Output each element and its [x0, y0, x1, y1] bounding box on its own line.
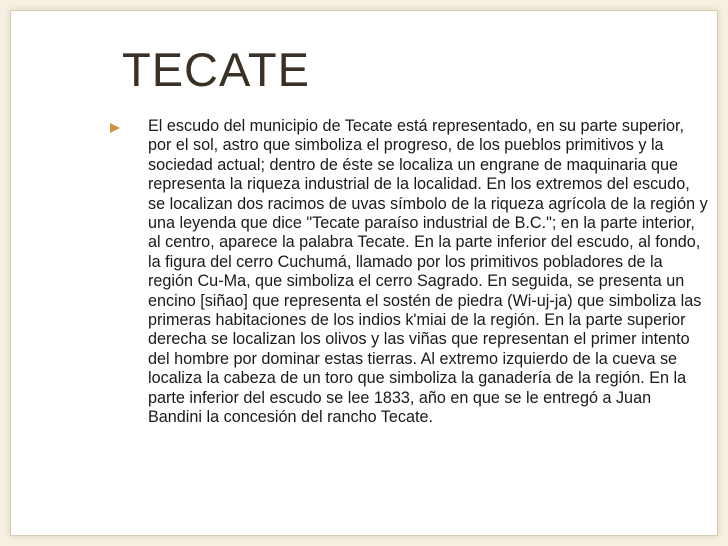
bullet-icon: [110, 123, 120, 133]
bullet-item-text: El escudo del municipio de Tecate está representado, en su parte superior, por el sol, astro que simboliza el progreso, de los pueblos primitivos y la sociedad actual; dentro de éste se localiza un engrane de maquinaria que representa la riqueza industrial de la localidad. En los extremos del escudo, se localizan dos racimos de uvas símbolo de la riqueza agrícola de la región y una leyenda que dice "Tecate paraíso industrial de B.C."; en la parte interior, al centro, aparece la palabra Tecate. En la parte inferior del escudo, al fondo, la figura del cerro Cuchumá, llamado por los primitivos pobladores de la región Cu-Ma, que simboliza el cerro Sagrado. En seguida, se presenta un encino [siñao] que representa el sostén de piedra (Wi-uj-ja) que simboliza las primeras habitaciones de los indios k'miai de la región. En la parte superior derecha se localizan los olivos y las viñas que representan el primer intento del hombre por dominar estas tierras. Al extremo izquierdo de la cueva se localiza la cabeza de un toro que simboliza la ganadería de la región. En la parte inferior del escudo se lee 1833, año en que se le entregó a Juan Bandini la concesión del rancho Tecate.: [148, 117, 708, 427]
slide-title: TECATE: [122, 43, 310, 96]
bullet-list: [130, 117, 710, 428]
